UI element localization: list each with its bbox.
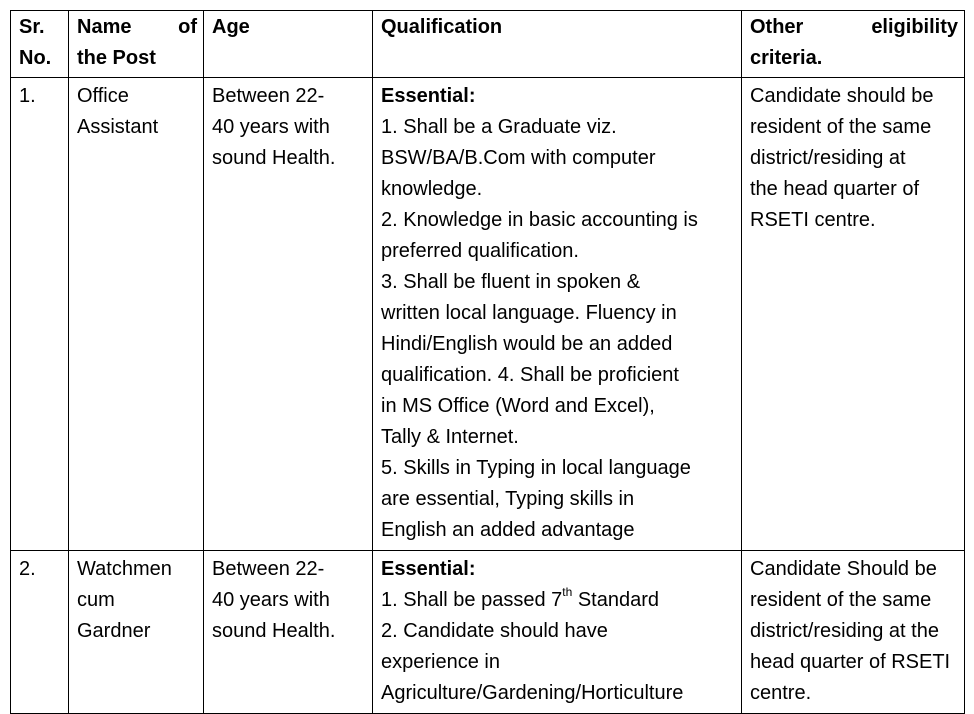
qualification-cell: Essential: 1. Shall be a Graduate viz. BSW/BA/B.Com with computer knowledge. 2. Knowledge in basic accounting is preferred qualification. 3. Shall be fluent in spoken & written local language. Fluency in Hindi/English would be an added qualification. 4. Shall be proficient in MS Office (Word and Excel), Tally & Internet. 5. Skills in Typing in local language are essential, Typing skills in English an added advantage [373, 78, 742, 551]
header-name-of-post [69, 11, 204, 78]
table-row [11, 551, 965, 714]
sr-no-cell: 2. [11, 551, 69, 714]
criteria-cell: Candidate Should be resident of the same district/residing at the head quarter of RSETI centre. [742, 551, 965, 714]
qualification-cell: Essential: 1. Shall be passed 7th Standard 2. Candidate should have experience in Agriculture/Gardening/Horticulture [373, 551, 742, 714]
post-name-cell: Office Assistant [69, 78, 204, 551]
table-row [11, 78, 965, 551]
header-name-line1: Name of [77, 16, 197, 38]
criteria-cell: Candidate should be resident of the same district/residing at the head quarter of RSETI centre. [742, 78, 965, 551]
header-age: Age [204, 11, 373, 78]
header-row [11, 11, 965, 78]
age-cell: Between 22- 40 years with sound Health. [204, 78, 373, 551]
age-cell: Between 22- 40 years with sound Health. [204, 551, 373, 714]
header-sr-line1: Sr. [19, 16, 45, 38]
superscript-th: th [562, 585, 573, 600]
posts-table [10, 10, 965, 714]
header-other-line2: criteria. [750, 47, 823, 69]
header-name-line2: the Post [77, 47, 156, 69]
post-name-cell: Watchmen cum Gardner [69, 551, 204, 714]
header-qualification: Qualification [373, 11, 742, 78]
header-other-line1: Other eligibility [750, 16, 958, 38]
essential-label: Essential: [381, 85, 476, 107]
header-sr-line2: No. [19, 47, 52, 69]
essential-label: Essential: [381, 558, 476, 580]
sr-no-cell: 1. [11, 78, 69, 551]
header-other-criteria [742, 11, 965, 78]
header-sr-no [11, 11, 69, 78]
qualification-line-standard: 1. Shall be passed 7th Standard [381, 585, 659, 611]
